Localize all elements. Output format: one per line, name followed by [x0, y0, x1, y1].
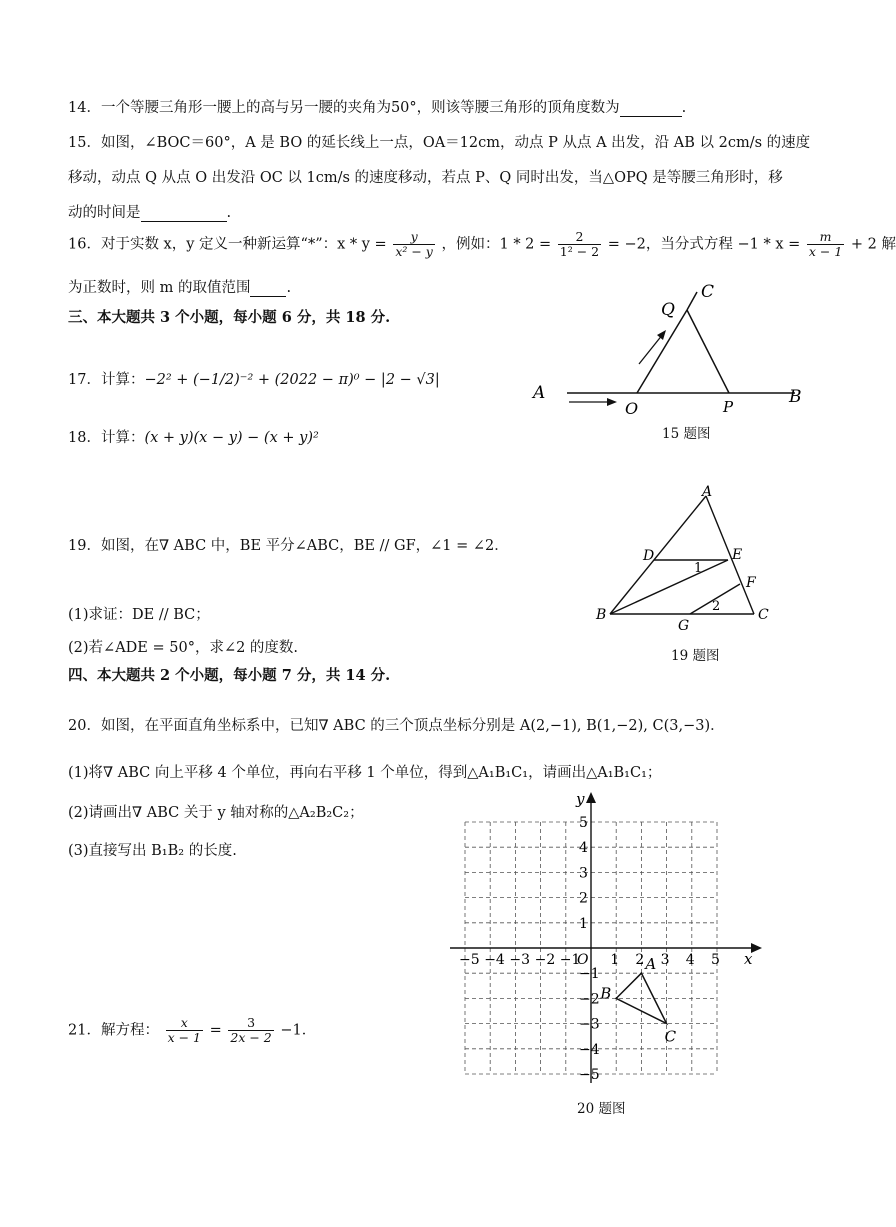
fig20-point-A-label: A — [645, 955, 657, 974]
fig20-x-tick-label: −4 — [484, 952, 505, 968]
q16-part2: ，例如：1 * 2 = — [441, 236, 552, 253]
section-4-heading: 四、本大题共 2 个小题，每小题 7 分，共 14 分. — [68, 667, 391, 684]
fig20-y-tick-label: 1 — [579, 915, 588, 932]
fig20-point-C-label: C — [664, 1027, 677, 1046]
question-16-line-2: 为正数时，则 m 的取值范围 . — [68, 280, 292, 296]
q16-fraction-1: $\frac{y}{\text{x² − y}}$ — [395, 229, 433, 259]
question-15-line-1: 15．如图，∠BOC＝60°，A 是 BO 的延长线上一点，OA＝12cm，动点 P 从点 A 出发，沿 AB 以 2cm/s 的速度 — [68, 135, 811, 151]
figure-20-coordinate-plane — [440, 788, 770, 1093]
q21-tail: −1． — [280, 1022, 317, 1039]
fig19-label-D: D — [643, 548, 655, 564]
fig20-y-tick-label: 2 — [579, 890, 588, 907]
fig15-label-A: A — [533, 383, 546, 403]
question-19-line-1: 19．如图，在∇ ABC 中，BE 平分∠ABC，BE // GF，∠1 = ∠2． — [68, 538, 509, 554]
fig19-angle-2: 2 — [712, 599, 721, 614]
question-21 — [68, 1016, 316, 1045]
q21-equals: = — [209, 1022, 222, 1039]
q21-fraction-2: $\frac{3}{2x - 2}$ — [230, 1015, 272, 1045]
fig20-x-tick-label: −2 — [534, 952, 556, 968]
figure-19 — [588, 484, 783, 634]
question-20-sub-3: (3)直接写出 B₁B₂ 的长度. — [68, 843, 237, 859]
question-19-sub-2: (2)若∠ADE = 50°，求∠2 的度数. — [68, 640, 299, 656]
fig20-y-tick-label: 3 — [579, 865, 588, 882]
question-15-text: 动的时间是 — [68, 205, 141, 221]
section-3-heading: 三、本大题共 3 个小题，每小题 6 分，共 18 分. — [68, 309, 391, 326]
fig20-x-tick-label: −5 — [459, 952, 480, 968]
q16-text-2: 为正数时，则 m 的取值范围 — [68, 280, 251, 296]
figure-15 — [525, 278, 815, 418]
fig15-label-P: P — [723, 398, 734, 416]
fig20-point-B-label: B — [600, 984, 612, 1003]
question-18 — [68, 426, 319, 447]
fig20-x-tick-label: 4 — [685, 952, 695, 968]
question-20-line-1: 20．如图，在平面直角坐标系中，已知∇ ABC 的三个顶点坐标分别是 A(2,−1), B(1,−2), C(3,−3)． — [68, 718, 725, 734]
fig15-label-O: O — [625, 399, 639, 418]
fig20-x-tick-label: 1 — [610, 952, 620, 968]
fig20-x-tick-label: 2 — [635, 952, 645, 968]
fig20-x-tick-label: −1 — [559, 952, 581, 968]
question-14-text: 14．一个等腰三角形一腰上的高与另一腰的夹角为50°，则该等腰三角形的顶角度数为 — [68, 100, 620, 116]
q21-fraction-1: $\frac{x}{x - 1}$ — [167, 1015, 201, 1045]
fig19-label-A: A — [702, 484, 713, 500]
fig15-label-C: C — [701, 282, 715, 302]
q16-part3: = −2，当分式方程 −1 * x = — [607, 236, 801, 253]
fig20-y-tick-label: −1 — [579, 966, 600, 983]
q16-fraction-2: $\frac{2}{\text{1² − 2}}$ — [559, 229, 600, 259]
fig15-label-B: B — [789, 387, 802, 407]
fig20-x-tick-label: 3 — [660, 952, 670, 968]
question-17 — [68, 368, 440, 389]
q16-fraction-3: $\frac{m}{x - 1}$ — [808, 229, 843, 259]
fig20-ticks — [459, 815, 720, 1083]
figure-15-caption: 15 题图 — [662, 426, 711, 442]
q16-part1: 16．对于实数 x，y 定义一种新运算“*”：x * y = — [68, 236, 387, 253]
fig19-angle-1: 1 — [694, 561, 703, 576]
question-15-line-3: 动的时间是 . — [68, 205, 232, 221]
q17-expression: −2² + (−1/2)⁻² + (2022 − π)⁰ − |2 − √3| — [144, 372, 440, 388]
fig20-y-tick-label: −4 — [579, 1041, 600, 1058]
q17-prefix: 17．计算： — [68, 372, 145, 388]
fig20-x-axis-label: x — [744, 950, 753, 968]
q18-expression: (x + y)(x − y) − (x + y)² — [144, 430, 319, 446]
question-16-line-1 — [68, 230, 896, 259]
fig20-y-tick-label: 4 — [579, 840, 588, 857]
figure-20-caption: 20 题图 — [577, 1101, 626, 1117]
fig15-label-Q: Q — [661, 300, 675, 320]
fig20-y-tick-label: −3 — [579, 1016, 600, 1033]
fig19-label-C: C — [758, 607, 769, 623]
fig20-x-tick-label: 5 — [711, 952, 720, 968]
fig20-x-tick-label: −3 — [509, 952, 531, 968]
fig19-label-B: B — [596, 607, 607, 623]
question-14: 14．一个等腰三角形一腰上的高与另一腰的夹角为50°，则该等腰三角形的顶角度数为 . — [68, 100, 687, 116]
q16-part4: + 2 解 — [850, 236, 896, 253]
q21-prefix: 21．解方程： — [68, 1022, 159, 1039]
q18-prefix: 18．计算： — [68, 430, 145, 446]
question-15-line-2: 移动，动点 Q 从点 O 出发沿 OC 以 1cm/s 的速度移动，若点 P、Q 同时出发，当△OPQ 是等腰三角形时，移 — [68, 170, 783, 186]
question-19-sub-1: (1)求证：DE // BC； — [68, 607, 210, 623]
answer-blank-15 — [141, 205, 227, 222]
question-20-sub-2: (2)请画出∇ ABC 关于 y 轴对称的△A₂B₂C₂； — [68, 805, 364, 821]
question-20-sub-1: (1)将∇ ABC 向上平移 4 个单位，再向右平移 1 个单位，得到△A₁B₁C₁，请画出△A₁B₁C₁； — [68, 765, 662, 781]
fig19-label-G: G — [678, 618, 690, 634]
fig19-label-E: E — [732, 547, 743, 563]
fig19-label-F: F — [746, 575, 756, 591]
answer-blank-14 — [620, 100, 682, 117]
fig20-y-tick-label: 5 — [579, 815, 588, 831]
fig20-y-tick-label: −2 — [579, 991, 600, 1008]
fig20-x-arrow — [751, 943, 762, 953]
fig20-y-arrow — [586, 792, 596, 803]
fig20-y-axis-label: y — [576, 790, 585, 808]
figure-19-caption: 19 题图 — [671, 648, 720, 664]
fig20-y-tick-label: −5 — [579, 1067, 600, 1083]
fig20-origin-label: O — [577, 952, 589, 968]
answer-blank-16 — [250, 280, 286, 297]
